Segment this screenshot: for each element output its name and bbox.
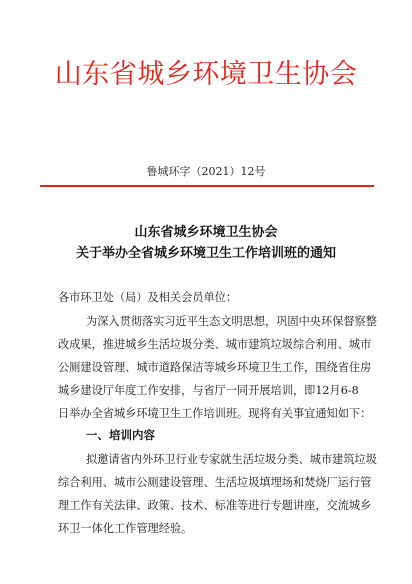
paragraph-line: 拟邀请省内外环卫行业专家就生活垃圾分类、城市建筑垃圾 [86, 453, 377, 466]
paragraph-line: 日举办全省城乡环境卫生工作培训班。现将有关事宜通知如下： [58, 407, 372, 420]
paragraph-line: 综合利用、城市公厕建设管理、生活垃圾填埋场和焚烧厂运行管 [58, 476, 372, 489]
notice-title-line1: 山东省城乡环境卫生协会 [134, 225, 278, 240]
paragraph-line: 改成果，推进城乡生活垃圾分类、城市建筑垃圾综合利用、城市 [58, 338, 372, 351]
paragraph-line: 为深入贯彻落实习近平生态文明思想，巩固中央环保督察整 [86, 315, 377, 328]
red-divider [40, 185, 374, 187]
section-heading: 一、培训内容 [86, 428, 155, 442]
org-title: 山东省城乡环境卫生协会 [54, 59, 358, 90]
paragraph-line: 理工作有关法律、政策、技术、标准等进行专题讲座，交流城乡 [58, 499, 372, 512]
doc-number: 鲁城环字（2021）12号 [146, 165, 266, 178]
paragraph-line: 公厕建设管理、城市道路保洁等城乡环境卫生工作，围绕省住房 [58, 361, 372, 374]
paragraph-line: 环卫一体化工作管理经验。 [58, 522, 193, 535]
notice-title-line2: 关于举办全省城乡环境卫生工作培训班的通知 [75, 246, 336, 261]
salutation: 各市环卫处（局）及相关会员单位： [58, 291, 238, 304]
paragraph-line: 城乡建设厅年度工作安排，与省厅一同开展培训，即12月6-8 [58, 384, 359, 397]
